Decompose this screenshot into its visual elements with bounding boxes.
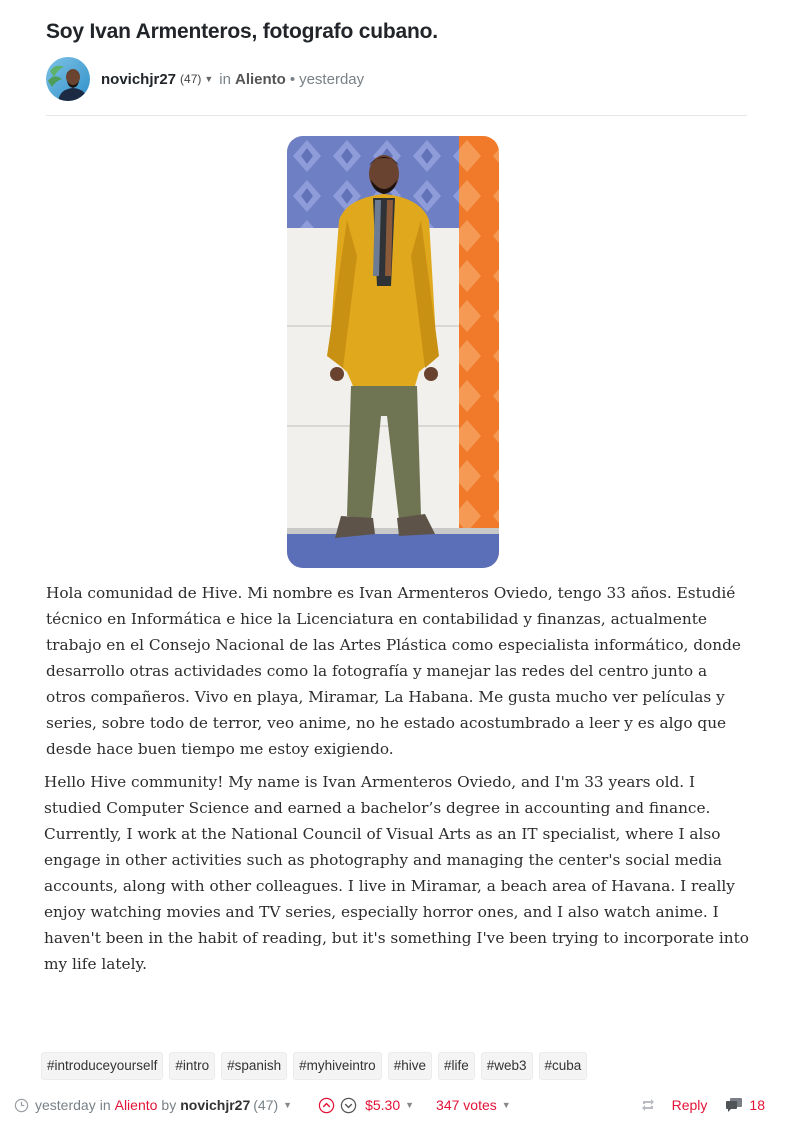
author-name[interactable]: novichjr27 <box>101 70 177 88</box>
reply-button[interactable]: Reply <box>671 1097 708 1113</box>
upvote-icon[interactable] <box>318 1097 335 1114</box>
avatar[interactable] <box>46 57 90 101</box>
author-row <box>46 56 364 102</box>
post-footer <box>14 1092 765 1118</box>
comments-count[interactable]: 18 <box>749 1097 765 1113</box>
chevron-down-icon[interactable]: ▼ <box>405 1100 415 1110</box>
tag-hive[interactable]: #hive <box>388 1052 432 1080</box>
tag-introduceyourself[interactable]: #introduceyourself <box>41 1052 163 1080</box>
payout-value[interactable]: $5.30 <box>365 1097 401 1113</box>
body-paragraph-en: Hello Hive community! My name is Ivan Armenteros Oviedo, and I'm 33 years old. I studied Computer Science and earned a bachelor’s degree in accounting and finance. Currently, I work at the National Council of Visual Arts as an IT specialist, where I also engage in other activities such as photography and managing the center's social media accounts, along with other colleagues. I live in Miramar, a beach area of Havana. I really enjoy watching movies and TV series, especially horror ones, and I also watch anime. I haven't been in the habit of reading, but it's something I've been trying to incorporate into my life lately. <box>44 773 749 973</box>
chevron-down-icon[interactable]: ▼ <box>501 1100 511 1110</box>
chevron-down-icon[interactable]: ▼ <box>204 74 214 84</box>
tag-myhiveintro[interactable]: #myhiveintro <box>293 1052 382 1080</box>
tag-spanish[interactable]: #spanish <box>221 1052 287 1080</box>
votes-count[interactable]: 347 votes <box>436 1097 497 1113</box>
body-paragraph-es: Hola comunidad de Hive. Mi nombre es Ivan Armenteros Oviedo, tengo 33 años. Estudié técnico en Informática e hice la Licenciatura en contabilidad y finanzas, actualmente trabajo en el Consejo Nacional de las Artes Plástica como especialista informático, donde desarrollo otras actividades como la fotografía y manejar las redes del centro junto a otros compañeros. Vivo en playa, Miramar, La Habana. Me gusta mucho ver películas y series, sobre todo de terror, veo anime, no he estado acostumbrado a leer y es algo que desde hace buen tiempo me estoy exigiendo. <box>46 584 741 758</box>
comments-icon[interactable] <box>726 1098 742 1112</box>
footer-by-label: by <box>161 1097 177 1113</box>
footer-author-link[interactable]: novichjr27 <box>180 1097 251 1113</box>
tag-cuba[interactable]: #cuba <box>539 1052 588 1080</box>
tag-intro[interactable]: #intro <box>169 1052 215 1080</box>
header-divider <box>46 115 747 116</box>
footer-author-reputation: (47) <box>253 1097 279 1113</box>
footer-community-link[interactable]: Aliento <box>114 1097 158 1113</box>
author-reputation: (47) <box>180 72 202 86</box>
tag-web3[interactable]: #web3 <box>481 1052 533 1080</box>
footer-time: yesterday <box>35 1097 96 1113</box>
tag-life[interactable]: #life <box>438 1052 475 1080</box>
clock-icon <box>14 1098 29 1113</box>
post-time: yesterday <box>299 70 365 88</box>
footer-in-label: in <box>99 1097 111 1113</box>
post-title: Soy Ivan Armenteros, fotografo cubano. <box>46 20 438 43</box>
separator-dot: • <box>289 70 296 88</box>
downvote-icon[interactable] <box>340 1097 357 1114</box>
tag-list <box>41 1052 587 1080</box>
footer-actions <box>641 1097 765 1113</box>
community-link[interactable]: Aliento <box>234 70 286 88</box>
post-image[interactable] <box>287 136 499 568</box>
reblog-icon[interactable] <box>641 1099 655 1111</box>
in-label: in <box>219 70 231 88</box>
chevron-down-icon[interactable]: ▼ <box>283 1100 293 1110</box>
